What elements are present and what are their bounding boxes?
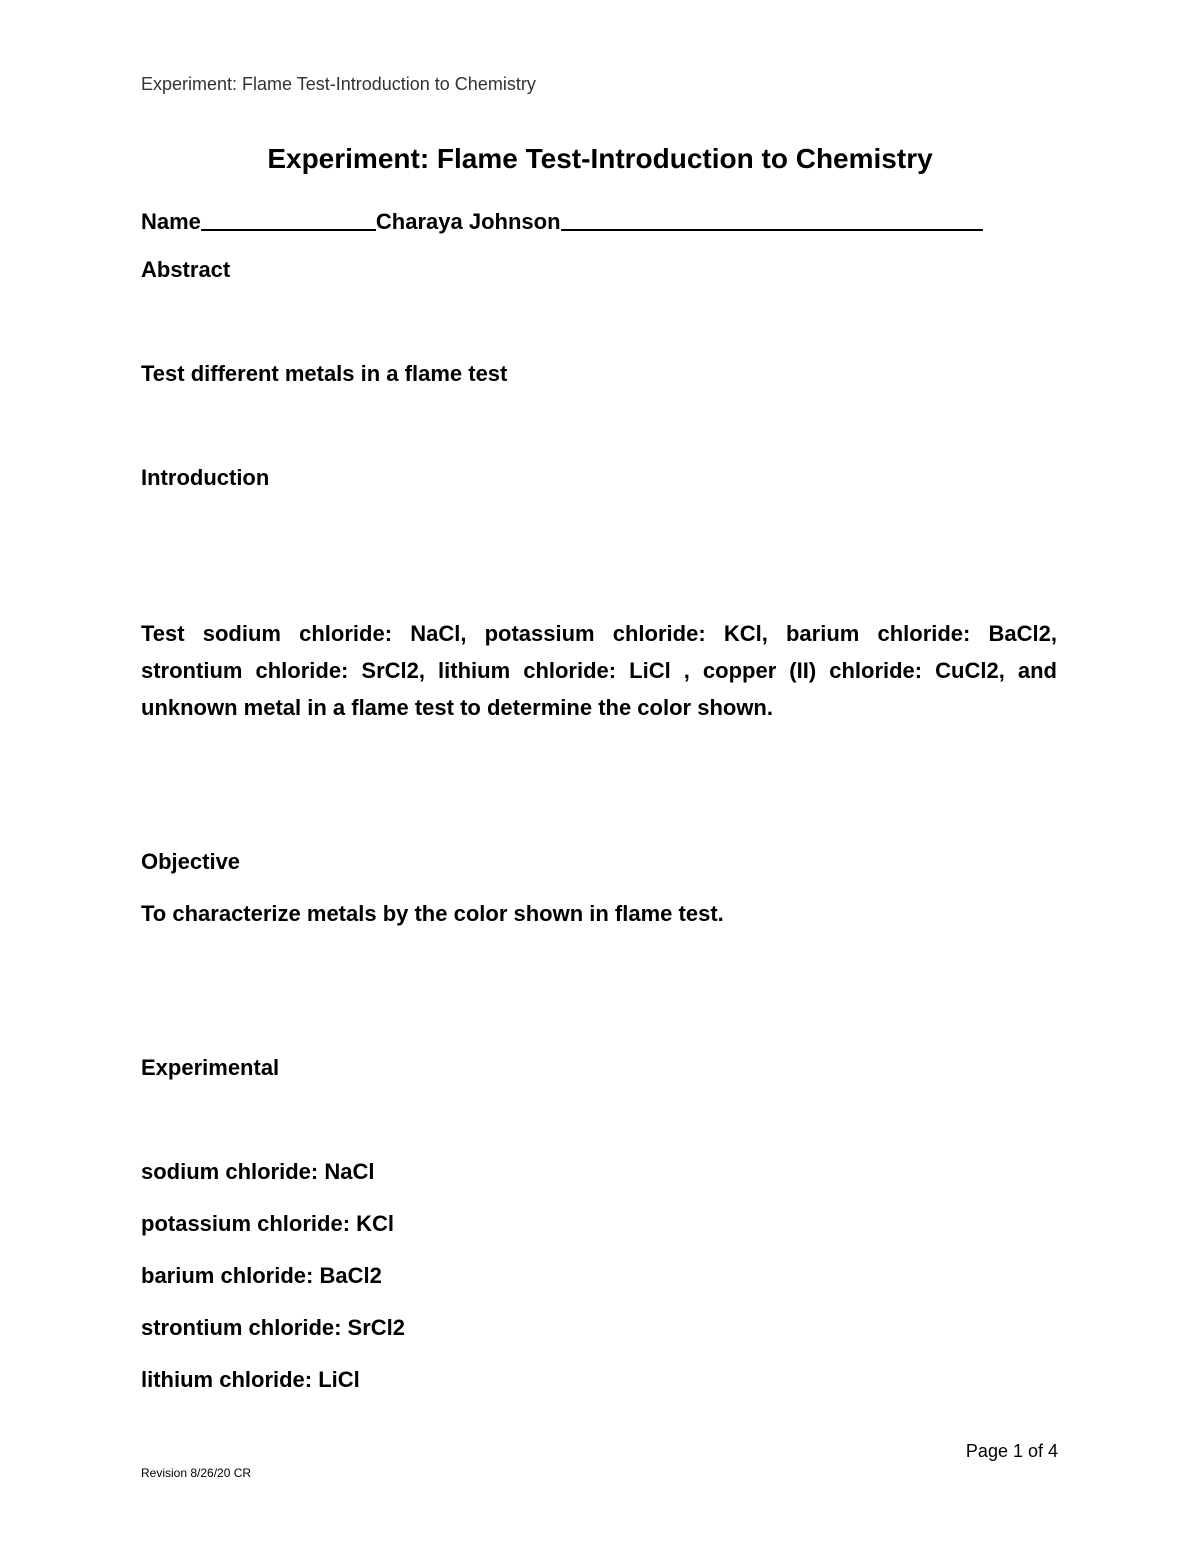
introduction-line: unknown metal in a flame test to determine the color shown. bbox=[141, 695, 773, 720]
experimental-heading: Experimental bbox=[141, 1055, 280, 1080]
experimental-item: sodium chloride: NaCl bbox=[141, 1159, 375, 1184]
experimental-item: lithium chloride: LiCl bbox=[141, 1367, 360, 1392]
experimental-item: strontium chloride: SrCl2 bbox=[141, 1315, 406, 1340]
experimental-item: potassium chloride: KCl bbox=[141, 1211, 395, 1236]
introduction-paragraph bbox=[141, 615, 1057, 726]
abstract-heading: Abstract bbox=[141, 257, 231, 282]
experimental-item: barium chloride: BaCl2 bbox=[141, 1263, 382, 1288]
document-title: Experiment: Flame Test-Introduction to Chemistry bbox=[267, 143, 933, 174]
introduction-heading: Introduction bbox=[141, 465, 270, 490]
introduction-line: Test sodium chloride: NaCl, potassium chloride: KCl, barium chloride: BaCl2, bbox=[141, 621, 1057, 646]
running-header: Experiment: Flame Test-Introduction to Chemistry bbox=[141, 74, 536, 94]
name-label: Name bbox=[141, 209, 201, 234]
objective-text: To characterize metals by the color shown in flame test. bbox=[141, 901, 724, 926]
name-underline-right bbox=[561, 207, 983, 231]
name-line bbox=[141, 205, 983, 235]
objective-heading: Objective bbox=[141, 849, 241, 874]
name-underline-left bbox=[201, 207, 376, 231]
name-value: Charaya Johnson bbox=[375, 209, 561, 234]
introduction-line: strontium chloride: SrCl2, lithium chloride: LiCl , copper (II) chloride: CuCl2, and bbox=[141, 658, 1057, 683]
page-number: Page 1 of 4 bbox=[965, 1441, 1058, 1461]
abstract-text: Test different metals in a flame test bbox=[141, 361, 508, 386]
revision-note: Revision 8/26/20 CR bbox=[141, 1466, 252, 1480]
